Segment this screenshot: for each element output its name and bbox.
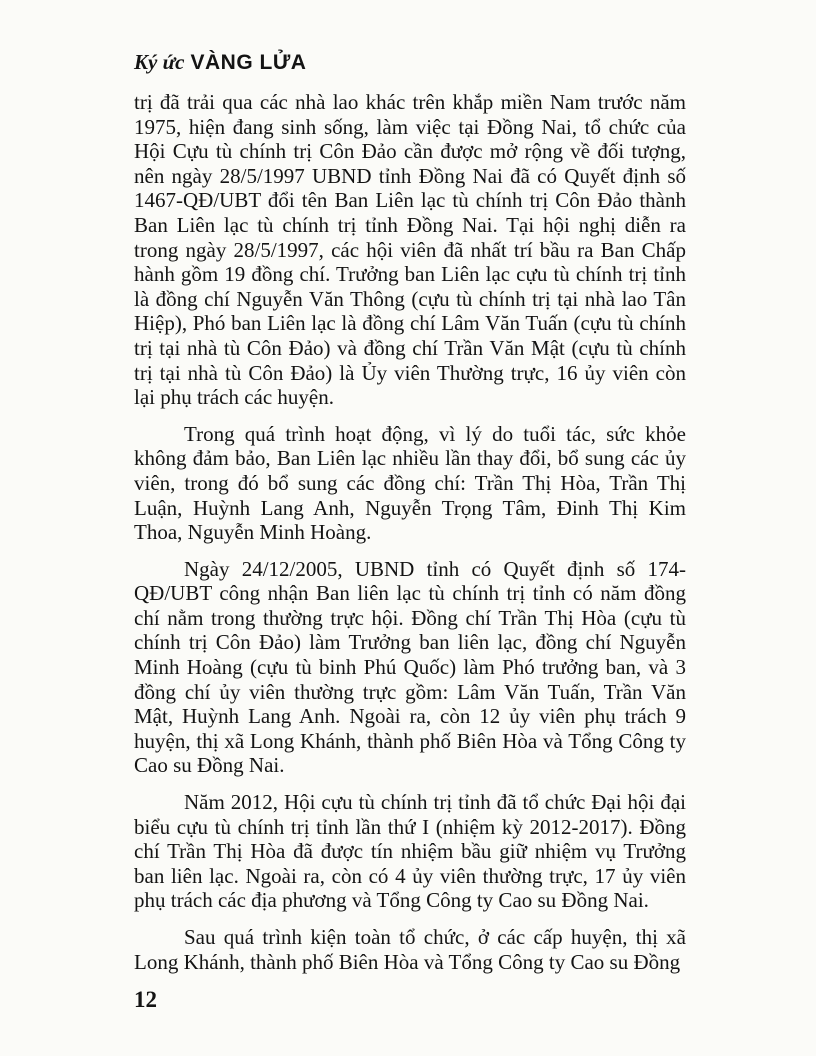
paragraph: Sau quá trình kiện toàn tổ chức, ở các cấp huyện, thị xã Long Khánh, thành phố Biên Hòa và Tổng Công ty Cao su Đồng bbox=[134, 925, 686, 974]
paragraph: Trong quá trình hoạt động, vì lý do tuổi tác, sức khỏe không đảm bảo, Ban Liên lạc nhiều lần thay đổi, bổ sung các ủy viên, trong đó bổ sung các đồng chí: Trần Thị Hòa, Trần Thị Luận, Huỳnh Lang Anh, Nguyễn Trọng Tâm, Đinh Thị Kim Thoa, Nguyễn Minh Hoàng. bbox=[134, 421, 686, 545]
running-head bbox=[134, 50, 306, 75]
paragraph: Năm 2012, Hội cựu tù chính trị tỉnh đã tổ chức Đại hội đại biểu cựu tù chính trị tỉnh lần thứ I (nhiệm kỳ 2012-2017). Đồng chí Trần Thị Hòa đã được tín nhiệm bầu giữ nhiệm vụ Trưởng ban liên lạc. Ngoài ra, còn có 4 ủy viên thường trực, 17 ủy viên phụ trách các địa phương và Tổng Công ty Cao su Đồng Nai. bbox=[134, 790, 686, 913]
running-head-script: Ký ức bbox=[134, 50, 185, 74]
page-number: 12 bbox=[134, 987, 157, 1012]
paragraph-continuation: trị đã trải qua các nhà lao khác trên khắp miền Nam trước năm 1975, hiện đang sinh sống, làm việc tại Đồng Nai, tổ chức của Hội Cựu tù chính trị Côn Đảo cần được mở rộng về đối tượng, nên ngày 28/5/1997 UBND tỉnh Đồng Nai đã có Quyết định số 1467-QĐ/UBT đổi tên Ban Liên lạc tù chính trị Côn Đảo thành Ban Liên lạc tù chính trị tỉnh Đồng Nai. Tại hội nghị diễn ra trong ngày 28/5/1997, các hội viên đã nhất trí bầu ra Ban Chấp hành gồm 19 đồng chí. Trưởng ban Liên lạc cựu tù chính trị tỉnh là đồng chí Nguyễn Văn Thông (cựu tù chính trị tại nhà lao Tân Hiệp), Phó ban Liên lạc là đồng chí Lâm Văn Tuấn (cựu tù chính trị tại nhà tù Côn Đảo) và đồng chí Trần Văn Mật (cựu tù chính trị tại nhà tù Côn Đảo) là Ủy viên Thường trực, 16 ủy viên còn lại phụ trách các huyện. bbox=[134, 90, 686, 410]
body-text bbox=[134, 90, 686, 986]
paragraph: Ngày 24/12/2005, UBND tỉnh có Quyết định số 174-QĐ/UBT công nhận Ban liên lạc tù chính trị tỉnh có năm đồng chí nằm trong thường trực hội. Đồng chí Trần Thị Hòa (cựu tù chính trị Côn Đảo) làm Trưởng ban liên lạc, đồng chí Nguyễn Minh Hoàng (cựu tù binh Phú Quốc) làm Phó trưởng ban, và 3 đồng chí ủy viên thường trực gồm: Lâm Văn Tuấn, Trần Văn Mật, Huỳnh Lang Anh. Ngoài ra, còn 12 ủy viên phụ trách 9 huyện, thị xã Long Khánh, thành phố Biên Hòa và Tổng Công ty Cao su Đồng Nai. bbox=[134, 556, 686, 778]
running-head-title: VÀNG LỬA bbox=[190, 51, 307, 74]
